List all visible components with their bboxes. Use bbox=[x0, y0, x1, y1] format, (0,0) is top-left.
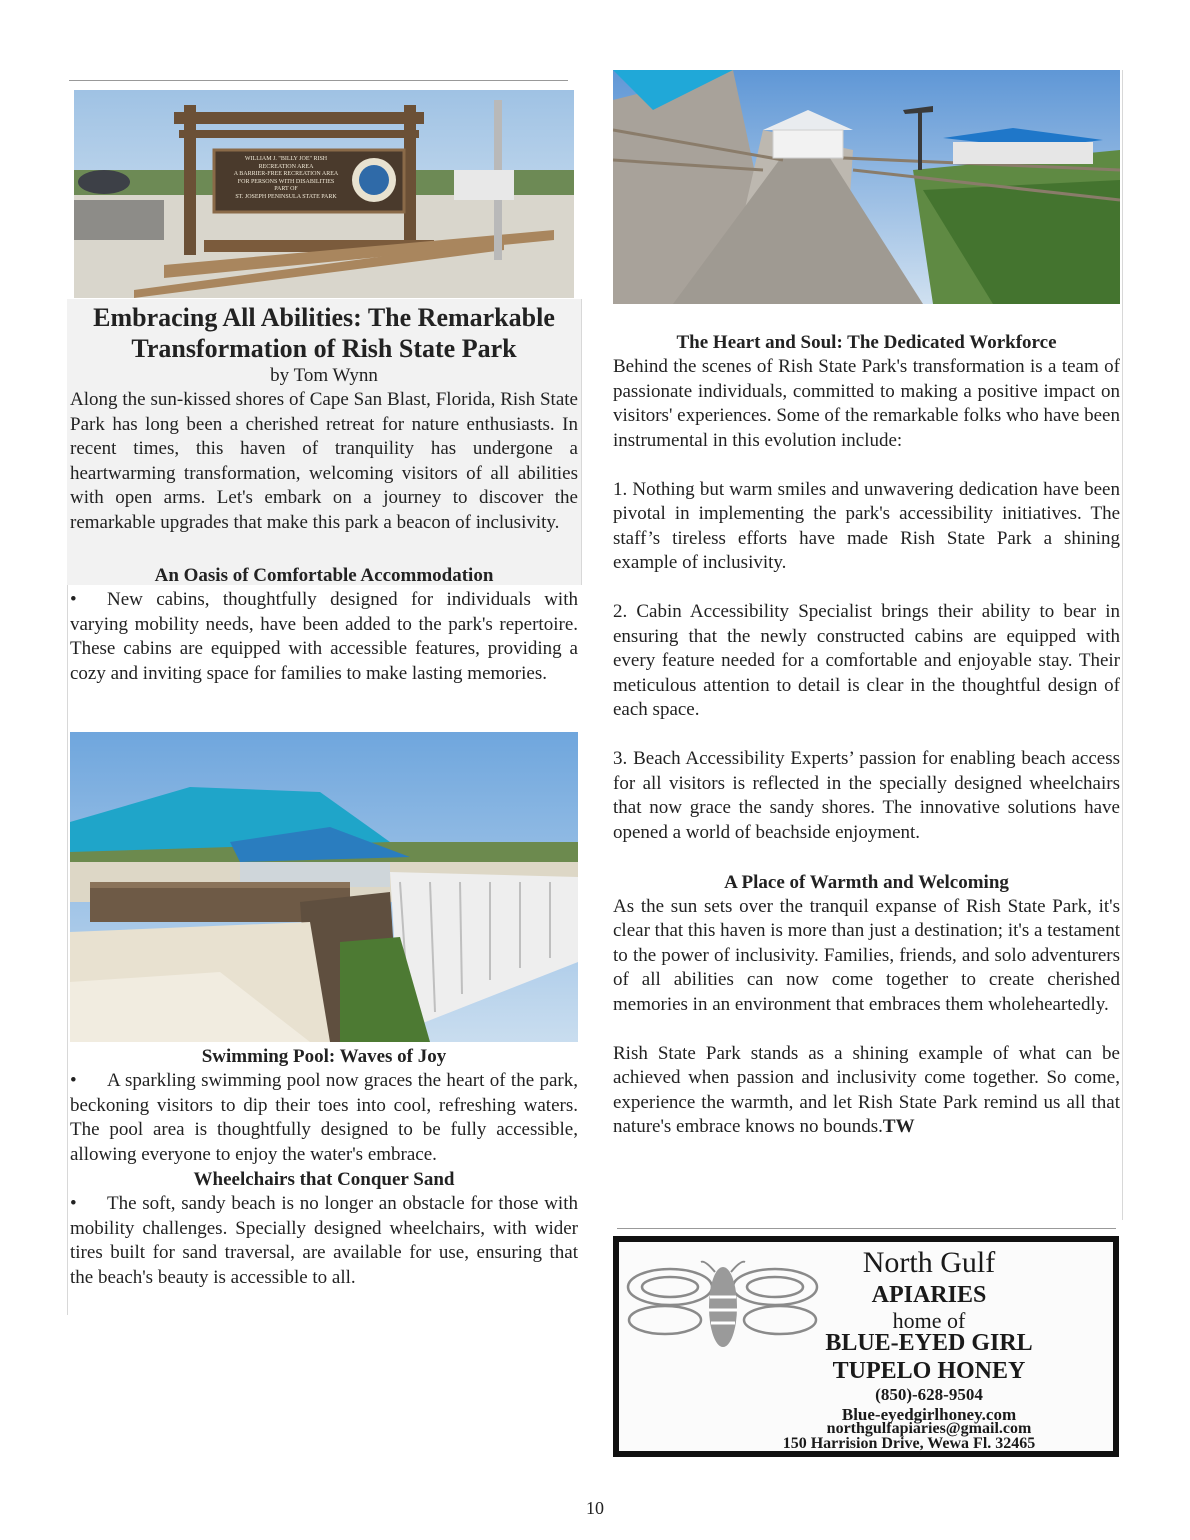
section-heading-pool: Swimming Pool: Waves of Joy bbox=[201, 1046, 447, 1067]
section-heading-wheelchairs: Wheelchairs that Conquer Sand bbox=[193, 1169, 455, 1190]
sign-line-4: FOR PERSONS WITH DISABILITIES bbox=[237, 178, 335, 185]
closing-text bbox=[613, 1042, 1120, 1140]
wheelchairs-text: The soft, sandy beach is no longer an obstacle for those with mobility challenges. Specially designed wheelchairs, with wider tires built for sand traversal, are available for use, ensuring that the beach's beauty is accessible to all. bbox=[70, 1193, 578, 1288]
closing-body: Rish State Park stands as a shining example of what can be achieved when passion and inclusivity come together. So come, experience the warmth, and let Rish State Park remind us all that nature's embrace knows no bounds. bbox=[613, 1042, 1120, 1137]
article-byline: by Tom Wynn bbox=[270, 365, 378, 386]
swimming-pool-photo bbox=[70, 732, 578, 1042]
ad-blue-eyed-girl: BLUE-EYED GIRL bbox=[825, 1330, 1033, 1356]
column-divider-left bbox=[581, 299, 582, 585]
workforce-item-3: 3. Beach Accessibility Experts’ passion for enabling beach access for all visitors is reflected in the specially designed wheelchairs that now grace the sandy shores. The innovative solutions have opened a world of beachside enjoyment. bbox=[613, 748, 1120, 843]
workforce-item-2: 2. Cabin Accessibility Specialist brings their ability to bear in ensuring that the newly constructed cabins are equipped with every feature needed for a comfortable and enjoyable stay. Their meticulous attention to detail is clear in the thoughtful design of each space. bbox=[613, 601, 1120, 720]
accommodation-text: New cabins, thoughtfully designed for individuals with varying mobility needs, have been added to the park's repertoire. These cabins are equipped with accessible features, providing a cozy and inviting space for families to make lasting memories. bbox=[70, 589, 578, 684]
warmth-text: As the sun sets over the tranquil expanse of Rish State Park, it's clear that this haven is more than just a destination; it's a testament to the power of inclusivity. Families, friends, and solo adventurers of all abilities can now come together to create cherished memories in an environment that embraces them wholeheartedly. bbox=[613, 895, 1120, 1015]
workforce-item-1: 1. Nothing but warm smiles and unwavering dedication have been pivotal in implementing the park's accessibility initiatives. The staff’s tireless efforts have made Rish State Park a shining example of inclusivity. bbox=[613, 478, 1120, 573]
sign-line-5: PART OF bbox=[274, 186, 298, 192]
section-heading-workforce: The Heart and Soul: The Dedicated Workforce bbox=[676, 332, 1057, 353]
right-column bbox=[613, 330, 1120, 1140]
sign-line-2: RECREATION AREA bbox=[258, 163, 314, 170]
article-title: Embracing All Abilities: The Remarkable Transformation of Rish State Park bbox=[93, 303, 555, 363]
pool-text: A sparkling swimming pool now graces the heart of the park, beckoning visitors to dip their toes into cool, refreshing waters. The pool area is thoughtfully designed to be fully accessible, allowing everyone to enjoy the water's embrace. bbox=[70, 1070, 578, 1165]
left-column-edge bbox=[67, 585, 68, 1315]
section-heading-accommodation: An Oasis of Comfortable Accommodation bbox=[154, 565, 494, 586]
article-intro: Along the sun-kissed shores of Cape San Blast, Florida, Rish State Park has long been a cherished retreat for nature enthusiasts. In recent times, this haven of tranquility has undergone a heartwarming transformation, welcoming visitors of all abilities with open arms. Let's embark on a journey to discover the remarkable upgrades that make this park a beacon of inclusivity. bbox=[70, 389, 578, 533]
ad-website: Blue-eyedgirlhoney.com bbox=[841, 1405, 1017, 1424]
left-column bbox=[70, 302, 578, 686]
column-divider-right bbox=[1122, 70, 1123, 1220]
sign-line-1: WILLIAM J. "BILLY JOE" RISH bbox=[244, 156, 328, 162]
ad-panel bbox=[619, 1242, 1113, 1451]
ad-brand: North Gulf bbox=[862, 1246, 996, 1279]
bullet-icon: • bbox=[70, 589, 77, 610]
author-signoff: TW bbox=[882, 1116, 915, 1137]
page-number: 10 bbox=[586, 1498, 604, 1518]
sign-text bbox=[216, 156, 356, 201]
workforce-intro: Behind the scenes of Rish State Park's transformation is a team of passionate individuals, committed to making a positive impact on visitors' experiences. Some of the remarkable folks who have been instrumental in this evolution include: bbox=[613, 356, 1120, 451]
ad-phone: (850)-628-9504 bbox=[875, 1385, 983, 1404]
section-heading-warmth: A Place of Warmth and Welcoming bbox=[724, 871, 1009, 893]
bullet-icon: • bbox=[70, 1070, 77, 1091]
section-body-accommodation bbox=[70, 588, 578, 686]
recreation-area-sign-photo bbox=[74, 90, 574, 298]
section-body-wheelchairs bbox=[70, 1192, 578, 1290]
section-body-pool bbox=[70, 1069, 578, 1167]
boardwalk-photo bbox=[613, 70, 1120, 304]
ad-home-of: home of bbox=[892, 1308, 966, 1333]
sign-line-6: ST. JOSEPH PENINSULA STATE PARK bbox=[235, 193, 337, 200]
bullet-icon: • bbox=[70, 1193, 77, 1214]
ad-address: 150 Harrision Drive, Wewa Fl. 32465 bbox=[782, 1435, 1036, 1451]
north-gulf-apiaries-ad bbox=[613, 1236, 1119, 1457]
left-column-lower bbox=[70, 1044, 578, 1290]
ad-email: northgulfapiaries@gmail.com bbox=[826, 1420, 1032, 1437]
ad-tupelo-honey: TUPELO HONEY bbox=[832, 1358, 1026, 1384]
ad-apiaries: APIARIES bbox=[871, 1282, 987, 1308]
sign-line-3: A BARRIER-FREE RECREATION AREA bbox=[233, 171, 339, 177]
top-rule-left bbox=[69, 80, 568, 81]
ad-top-rule bbox=[617, 1228, 1116, 1229]
